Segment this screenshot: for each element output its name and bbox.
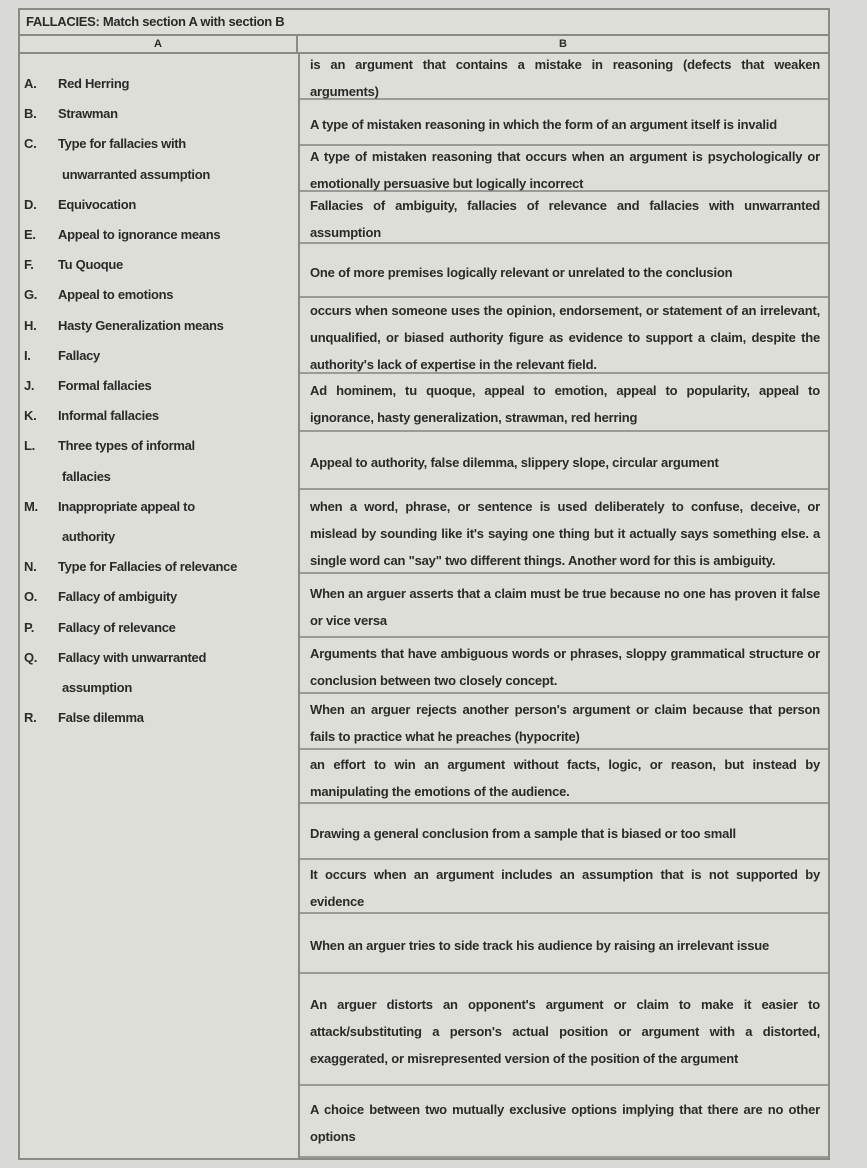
definition-text: Ad hominem, tu quoque, appeal to emotion, appeal to popularity, appeal to ignorance, hasty generalization, strawman, red herring	[310, 383, 820, 425]
section-b-column	[300, 54, 828, 1158]
item-text-continuation: authority	[62, 529, 115, 544]
definition-text: Drawing a general conclusion from a sample that is biased or too small	[310, 825, 736, 841]
definition-text: A type of mistaken reasoning in which the form of an argument itself is invalid	[310, 116, 777, 132]
column-a-header: A	[20, 34, 298, 54]
section-a-item	[24, 620, 176, 635]
worksheet-title: FALLACIES: Match section A with section B	[20, 10, 828, 36]
section-b-cell	[300, 374, 828, 432]
section-a-item	[24, 318, 224, 333]
item-text: Fallacy of ambiguity	[58, 589, 177, 605]
matching-worksheet	[18, 8, 830, 1160]
item-letter: K.	[24, 408, 37, 424]
section-b-cell	[300, 298, 828, 374]
section-a-item	[24, 438, 195, 453]
section-b-cell	[300, 694, 828, 750]
item-letter: F.	[24, 257, 34, 273]
item-text: Informal fallacies	[58, 408, 159, 424]
item-text: False dilemma	[58, 710, 144, 726]
section-a-item-continuation	[24, 167, 210, 182]
item-text-continuation: assumption	[62, 680, 132, 695]
definition-text: is an argument that contains a mistake in reasoning (defects that weaken arguments)	[310, 57, 820, 99]
item-letter: H.	[24, 317, 37, 333]
definition-text: One of more premises logically relevant or unrelated to the conclusion	[310, 264, 733, 280]
section-b-cell	[300, 974, 828, 1086]
item-text: Strawman	[58, 106, 118, 122]
section-a-item-continuation	[24, 529, 115, 544]
section-a-item	[24, 559, 237, 574]
item-letter: M.	[24, 498, 38, 514]
item-text: Fallacy with unwarranted	[58, 649, 207, 665]
section-b-cell	[300, 490, 828, 574]
section-b-cell	[300, 54, 828, 100]
definition-text: an effort to win an argument without facts, logic, or reason, but instead by manipulating the emotions of the audience.	[310, 757, 820, 799]
item-letter: L.	[24, 438, 35, 454]
definition-text: when a word, phrase, or sentence is used deliberately to confuse, deceive, or mislead by sounding like it's saying one thing but it actually says something else. a single word can "say" two different things. Another word for this is ambiguity.	[310, 498, 820, 568]
definition-text: occurs when someone uses the opinion, endorsement, or statement of an irrelevant, unqualified, or biased authority figure as evidence to support a claim, despite the authority's lack of expertise in the relevant field.	[310, 302, 820, 372]
definition-text: An arguer distorts an opponent's argument or claim to make it easier to attack/substituting a person's actual position or argument with a distorted, exaggerated, or misrepresented version of the position of the argument	[310, 996, 820, 1066]
item-text: Fallacy	[58, 347, 100, 363]
item-text: Formal fallacies	[58, 378, 152, 393]
section-a-item	[24, 710, 144, 725]
section-b-cell	[300, 146, 828, 192]
item-text: Three types of informal	[58, 438, 195, 454]
definition-text: Arguments that have ambiguous words or phrases, sloppy grammatical structure or conclusion between two closely concept.	[310, 646, 820, 688]
item-text: Equivocation	[58, 196, 137, 212]
section-b-cell	[300, 432, 828, 490]
section-a-item	[24, 227, 220, 242]
section-b-cell	[300, 750, 828, 804]
item-letter: E.	[24, 227, 36, 242]
section-a-item-continuation	[24, 469, 111, 484]
section-b-cell	[300, 1086, 828, 1158]
item-letter: C.	[24, 136, 37, 152]
item-letter: A.	[24, 76, 37, 91]
section-b-cell	[300, 914, 828, 974]
section-a-item	[24, 197, 136, 212]
item-text-continuation: unwarranted assumption	[62, 166, 210, 182]
section-a-item	[24, 136, 186, 151]
section-a-item	[24, 408, 159, 423]
item-letter: O.	[24, 589, 38, 605]
section-b-cell	[300, 192, 828, 244]
section-b-cell	[300, 100, 828, 146]
item-text-continuation: fallacies	[62, 468, 111, 484]
item-text: Appeal to emotions	[58, 287, 174, 303]
item-letter: J.	[24, 378, 35, 393]
section-b-cell	[300, 574, 828, 638]
section-a-item	[24, 76, 129, 91]
item-text: Red Herring	[58, 76, 130, 91]
item-text: Type for Fallacies of relevance	[58, 559, 238, 575]
section-a-item-continuation	[24, 680, 132, 695]
section-b-cell	[300, 860, 828, 914]
item-letter: P.	[24, 619, 35, 635]
section-a-item	[24, 378, 151, 393]
column-b-header: B	[298, 34, 828, 54]
item-text: Appeal to ignorance means	[58, 227, 221, 242]
section-a-item	[24, 589, 177, 604]
section-a-item	[24, 499, 195, 514]
item-text: Tu Quoque	[58, 257, 123, 273]
item-text: Inappropriate appeal to	[58, 498, 195, 514]
section-a-item	[24, 650, 206, 665]
definition-text: When an arguer asserts that a claim must be true because no one has proven it false or vice versa	[310, 586, 820, 628]
section-a-column	[20, 54, 300, 1158]
definition-text: It occurs when an argument includes an assumption that is not supported by evidence	[310, 867, 820, 909]
definition-text: A type of mistaken reasoning that occurs when an argument is psychologically or emotionally persuasive but logically incorrect	[310, 149, 820, 191]
section-b-cell	[300, 804, 828, 860]
item-letter: Q.	[24, 649, 38, 665]
section-a-item	[24, 257, 123, 272]
item-letter: N.	[24, 559, 37, 575]
section-a-item	[24, 287, 173, 302]
definition-text: When an arguer tries to side track his audience by raising an irrelevant issue	[310, 937, 770, 953]
item-letter: G.	[24, 287, 38, 303]
definition-text: When an arguer rejects another person's argument or claim because that person fails to practice what he preaches (hypocrite)	[310, 702, 820, 744]
section-b-cell	[300, 244, 828, 298]
section-a-item	[24, 106, 118, 121]
section-b-cell	[300, 638, 828, 694]
item-text: Hasty Generalization means	[58, 317, 224, 333]
item-letter: R.	[24, 710, 37, 726]
definition-text: Appeal to authority, false dilemma, slippery slope, circular argument	[310, 454, 719, 470]
item-letter: I.	[24, 347, 31, 363]
item-letter: D.	[24, 196, 37, 212]
item-text: Type for fallacies with	[58, 136, 186, 152]
definition-text: A choice between two mutually exclusive options implying that there are no other options	[310, 1102, 820, 1144]
section-a-item	[24, 348, 100, 363]
item-letter: B.	[24, 106, 37, 122]
item-text: Fallacy of relevance	[58, 619, 176, 635]
definition-text: Fallacies of ambiguity, fallacies of relevance and fallacies with unwarranted assumption	[310, 198, 820, 240]
